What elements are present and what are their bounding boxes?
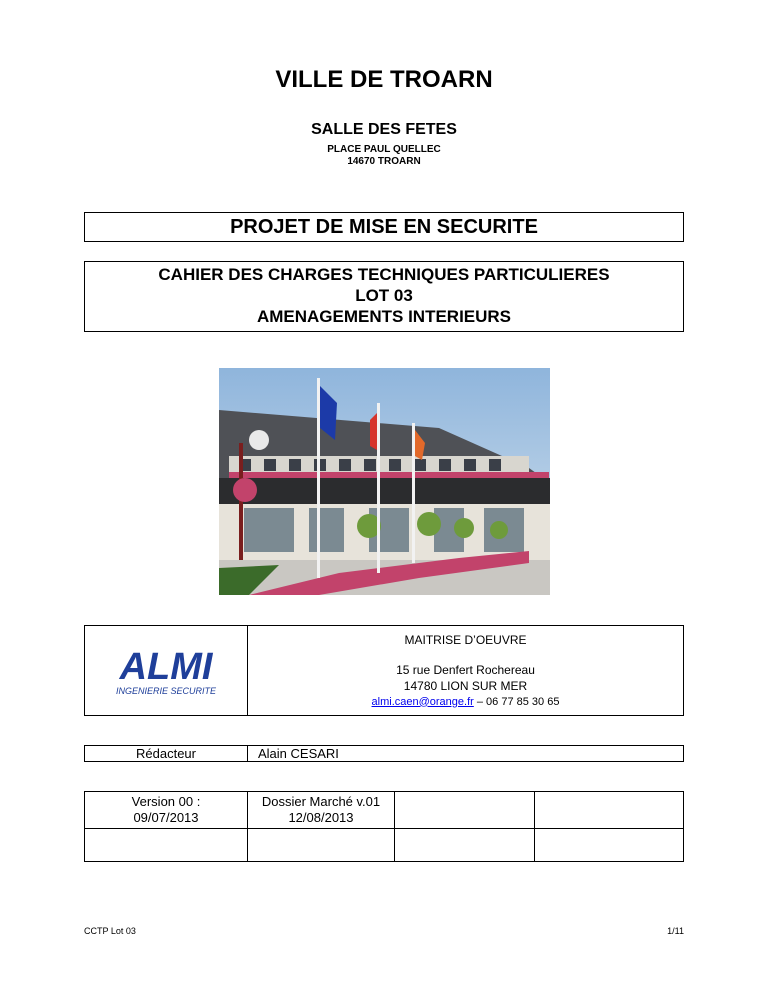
cahier-box — [84, 261, 684, 332]
moe-table — [84, 625, 684, 716]
redacteur-table — [84, 745, 684, 762]
project-title-box — [84, 212, 684, 242]
version-1-label: Version 00 : — [131, 794, 201, 809]
redacteur-name: Alain CESARI — [248, 746, 684, 762]
moe-email-link[interactable]: almi.caen@orange.fr — [371, 695, 474, 708]
moe-heading: MAITRISE D’OEUVRE — [404, 632, 527, 647]
building-photo — [219, 368, 550, 595]
version-2-date: 12/08/2013 — [288, 810, 354, 825]
logo-text: ALMI — [119, 646, 213, 688]
version-cell-1 — [85, 792, 248, 829]
moe-phone: – 06 77 85 30 65 — [473, 695, 560, 708]
logo-cell — [85, 626, 248, 716]
version-cell-8 — [535, 829, 684, 862]
address-line-1: PLACE PAUL QUELLEC — [327, 144, 441, 155]
city-title: VILLE DE TROARN — [275, 66, 493, 93]
footer-left: CCTP Lot 03 — [84, 926, 136, 936]
version-cell-3 — [395, 792, 535, 829]
moe-city: 14780 LION SUR MER — [403, 678, 528, 693]
version-cell-5 — [85, 829, 248, 862]
address-line-2: 14670 TROARN — [347, 156, 421, 167]
version-cell-4 — [535, 792, 684, 829]
version-cell-2 — [248, 792, 395, 829]
page-number: 1/11 — [667, 926, 684, 936]
moe-info-cell — [248, 626, 684, 716]
versions-table — [84, 791, 684, 862]
logo-subtext: INGENIERIE SECURITE — [115, 686, 217, 696]
building-title: SALLE DES FETES — [311, 121, 457, 138]
version-cell-6 — [248, 829, 395, 862]
almi-logo — [96, 639, 236, 699]
cahier-line-2: LOT 03 — [355, 286, 413, 305]
cahier-line-1: CAHIER DES CHARGES TECHNIQUES PARTICULIERES — [158, 265, 610, 284]
version-1-date: 09/07/2013 — [133, 810, 199, 825]
redacteur-label: Rédacteur — [85, 746, 248, 762]
version-2-label: Dossier Marché v.01 — [261, 794, 381, 809]
moe-street: 15 rue Denfert Rochereau — [396, 662, 535, 677]
cahier-line-3: AMENAGEMENTS INTERIEURS — [256, 307, 512, 326]
project-title: PROJET DE MISE EN SECURITE — [230, 216, 538, 238]
version-cell-7 — [395, 829, 535, 862]
